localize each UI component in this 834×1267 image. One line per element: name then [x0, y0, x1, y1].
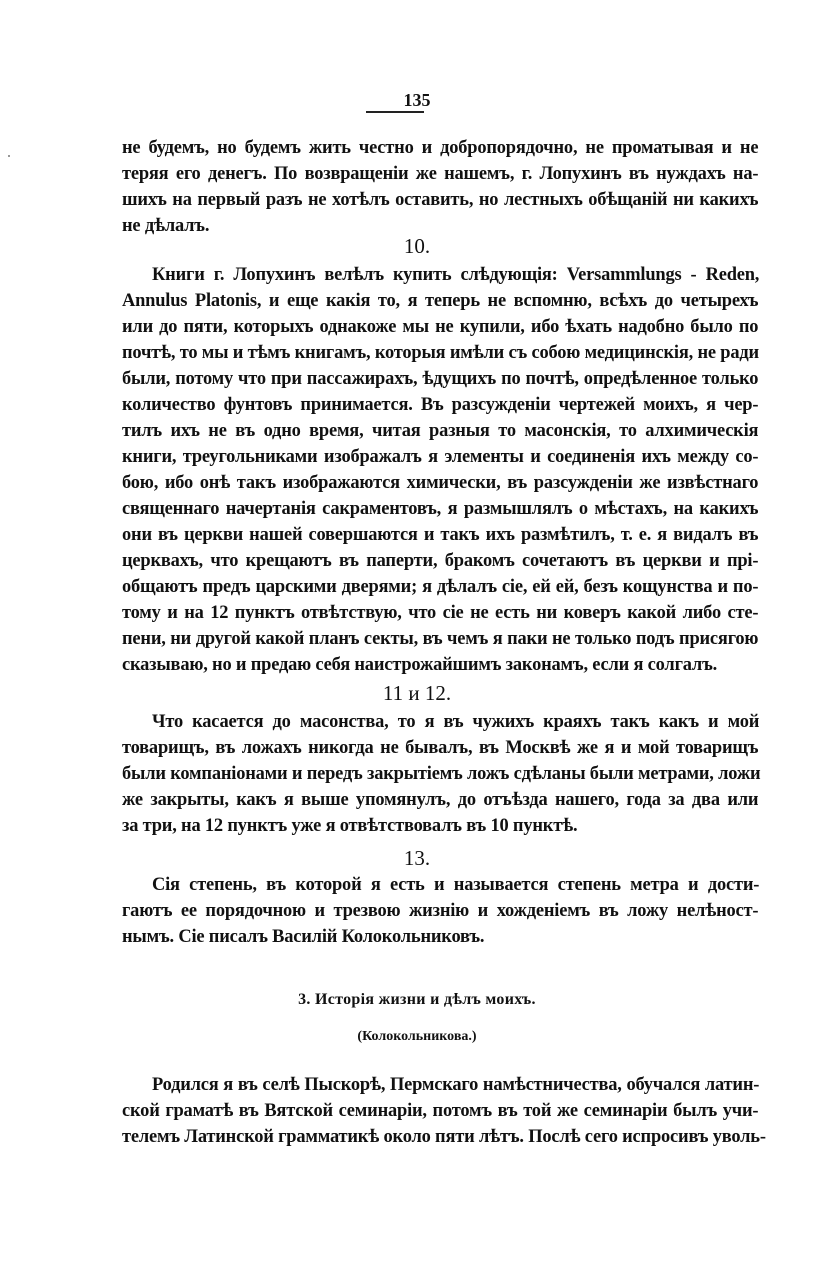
text-line: тому и на 12 пунктъ отвѣтствую, что сіе не есть ни коверъ какой либо сте-	[122, 602, 759, 623]
text-line: не будемъ, но будемъ жить честно и добропорядочно, не проматывая и не	[122, 137, 759, 158]
text-line: количество фунтовъ принимается. Въ разсужденіи чертежей моихъ, я чер-	[122, 394, 759, 415]
text-line: священнаго начертанія сакраментовъ, я размышлялъ о мѣстахъ, на какихъ	[122, 498, 759, 519]
section-number-11-12: 11 и 12.	[382, 681, 452, 705]
text-line: за три, на 12 пунктъ уже я отвѣтствовалъ въ 10 пунктѣ.	[122, 815, 578, 836]
text-line: телемъ Латинской грамматикѣ около пяти лѣтъ. Послѣ сего испросивъ уволь-	[122, 1126, 766, 1147]
text-line: ской граматѣ въ Вятской семинаріи, потомъ въ той же семинаріи былъ учи-	[122, 1100, 759, 1121]
page-number-rule	[366, 111, 424, 113]
text-line: товарищъ, въ ложахъ никогда не бывалъ, въ Москвѣ же я и мой товарищъ	[122, 737, 759, 758]
section-number-10: 10.	[403, 234, 431, 258]
page-number: 135	[403, 90, 431, 110]
text-line: тилъ ихъ не въ одно время, читая разныя то масонскія, то алхимическія	[122, 420, 759, 441]
text-line: же закрыты, какъ я выше упомянулъ, до отъѣзда нашего, года за два или	[122, 789, 759, 810]
text-line: шихъ на первый разъ не хотѣлъ оставить, но лестныхъ обѣщаній ни какихъ	[122, 189, 759, 210]
text-line: нымъ. Сіе писалъ Василій Колокольниковъ.	[122, 926, 485, 947]
text-line: они въ церкви нашей совершаются и такъ ихъ размѣтилъ, т. е. я видалъ въ	[122, 524, 759, 545]
text-line: Книги г. Лопухинъ велѣлъ купить слѣдующія: Versammlungs - Reden,	[152, 264, 760, 285]
text-line: Что касается до масонства, то я въ чужихъ краяхъ такъ какъ и мой	[152, 711, 760, 732]
text-line: или до пяти, которыхъ однакоже мы не купили, ибо ѣхать надобно было по	[122, 316, 759, 337]
text-line: пени, ни другой какой планъ секты, въ чемъ я паки не только подъ присягою	[122, 628, 759, 649]
section-subtitle: (Колокольникова.)	[357, 1029, 477, 1044]
scan-speck	[8, 155, 10, 157]
text-line: бою, ибо онѣ такъ изображаются химически, въ разсужденіи же извѣстнаго	[122, 472, 759, 493]
section-number-13: 13.	[403, 846, 431, 870]
text-line: гаютъ ее порядочною и трезвою жизнію и хожденіемъ въ ложу нелѣност-	[122, 900, 759, 921]
text-line: не дѣлалъ.	[122, 215, 210, 236]
text-line: Annulus Platonis, и еще какія то, я теперь не вспомню, всѣхъ до четырехъ	[122, 290, 759, 311]
text-line: почтѣ, то мы и тѣмъ книгамъ, которыя имѣли съ собою медицинскія, не ради	[122, 342, 759, 363]
text-line: книги, треугольниками изображалъ я элементы и соединенія ихъ между со-	[122, 446, 759, 467]
text-line: сказываю, но и предаю себя наистрожайшимъ законамъ, если я солгалъ.	[122, 654, 718, 675]
text-line: Сія степень, въ которой я есть и называется степень метра и дости-	[152, 874, 760, 895]
text-line: Родился я въ селѣ Пыскорѣ, Пермскаго намѣстничества, обучался латин-	[152, 1074, 760, 1095]
section-title: 3. Исторія жизни и дѣлъ моихъ.	[298, 991, 536, 1008]
text-line: были компаніонами и передъ закрытіемъ ложъ сдѣланы были метрами, ложи	[122, 763, 761, 784]
text-line: были, потому что при пассажирахъ, ѣдущихъ по почтѣ, опредѣленное только	[122, 368, 759, 389]
text-line: общаютъ предъ царскими дверями; я дѣлалъ сіе, ей ей, безъ кощунства и по-	[122, 576, 759, 597]
text-line: церквахъ, что крещаютъ въ паперти, бракомъ сочетаютъ въ церкви и прі-	[122, 550, 759, 571]
text-line: теряя его денегъ. По возвращеніи же нашемъ, г. Лопухинъ въ нуждахъ на-	[122, 163, 759, 184]
